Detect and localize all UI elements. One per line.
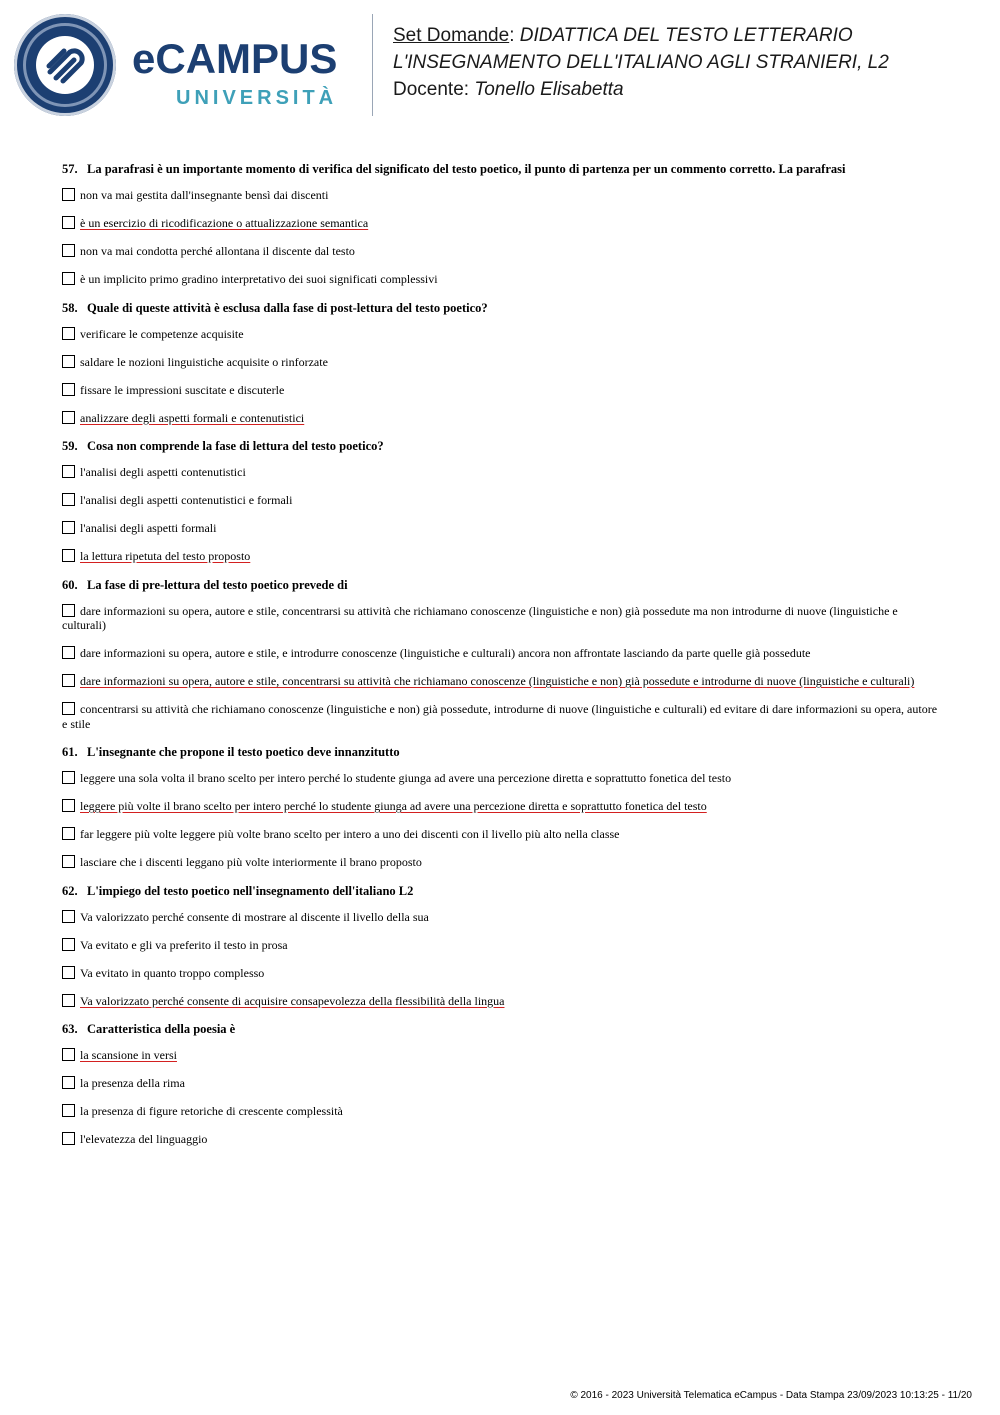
question-text: Caratteristica della poesia è [87, 1022, 236, 1036]
answer-checkbox[interactable] [62, 272, 75, 285]
answer-text: la scansione in versi [80, 1048, 177, 1062]
answer-checkbox[interactable] [62, 465, 75, 478]
answer-text: l'elevatezza del linguaggio [80, 1132, 208, 1146]
question-list [62, 162, 942, 1161]
answer-text: leggere una sola volta il brano scelto per intero perché lo studente giunga ad avere una percezione diretta e soprattutto fonetica del testo [80, 771, 732, 785]
answer-text: fissare le impressioni suscitate e discuterle [80, 382, 285, 397]
answer-text: far leggere più volte leggere più volte brano scelto per intero a uno dei discenti con il livello più alto nella classe [80, 827, 620, 841]
answer-option [62, 994, 942, 1009]
teacher-line [393, 76, 889, 103]
course-title-line-2 [393, 49, 889, 76]
answer-checkbox[interactable] [62, 521, 75, 534]
answer-option [62, 216, 942, 231]
answer-option [62, 272, 942, 287]
page-footer: © 2016 - 2023 Università Telematica eCampus - Data Stampa 23/09/2023 10:13:25 - 11/20 [570, 1390, 972, 1401]
answer-checkbox[interactable] [62, 411, 75, 424]
answer-text: è un esercizio di ricodificazione o attualizzazione semantica [80, 216, 369, 230]
page-header [0, 0, 1000, 130]
answer-option [62, 411, 942, 426]
answer-checkbox[interactable] [62, 216, 75, 229]
teacher-name: Tonello Elisabetta [474, 79, 624, 100]
logo-subtext: UNIVERSITÀ [176, 87, 338, 109]
answer-checkbox[interactable] [62, 604, 75, 617]
answer-text: Va valorizzato perché consente di acquisire consapevolezza della flessibilità della lingua [80, 993, 505, 1008]
question-number: 62. [62, 883, 78, 898]
question-block [62, 162, 942, 287]
answer-text: verificare le competenze acquisite [80, 326, 244, 341]
answer-checkbox[interactable] [62, 646, 75, 659]
question-title [62, 162, 942, 177]
answer-text: Va evitato e gli va preferito il testo in prosa [80, 937, 288, 952]
answer-option [62, 244, 942, 259]
answer-text: l'analisi degli aspetti contenutistici [80, 465, 246, 479]
answer-option [62, 827, 942, 842]
answer-checkbox[interactable] [62, 188, 75, 201]
answer-option [62, 799, 942, 814]
answer-checkbox[interactable] [62, 674, 75, 687]
logo-wordmark: eCAMPUS [132, 35, 338, 82]
answer-option [62, 855, 942, 870]
answer-checkbox[interactable] [62, 1104, 75, 1117]
question-block [62, 439, 942, 564]
question-block [62, 578, 942, 732]
question-number: 59. [62, 439, 78, 453]
answer-checkbox[interactable] [62, 827, 75, 840]
question-number: 57. [62, 162, 78, 176]
answer-checkbox[interactable] [62, 1132, 75, 1145]
answer-text: l'analisi degli aspetti formali [80, 521, 217, 535]
answer-option [62, 493, 942, 508]
answer-checkbox[interactable] [62, 771, 75, 784]
answer-option [62, 702, 942, 731]
question-number: 58. [62, 300, 78, 315]
answer-option [62, 1076, 942, 1091]
answer-option [62, 604, 942, 633]
answer-checkbox[interactable] [62, 799, 75, 812]
answer-checkbox[interactable] [62, 327, 75, 340]
teacher-label: Docente: [393, 79, 470, 100]
answer-text: dare informazioni su opera, autore e stile, e introdurre conoscenze (linguistiche e culturali) ancora non affrontate lasciando da parte quelle già possedute [80, 646, 811, 660]
answer-checkbox[interactable] [62, 1048, 75, 1061]
answer-text: concentrarsi su attività che richiamano conoscenze (linguistiche e non) già possedute, introdurne di nuove (linguistiche e culturali) ed evitare di dare informazioni su opera, autore e stile [62, 702, 938, 731]
question-block [62, 301, 942, 426]
answer-option [62, 465, 942, 480]
answer-option [62, 521, 942, 536]
answer-option [62, 327, 942, 342]
answer-text: Va evitato in quanto troppo complesso [80, 965, 265, 980]
answer-checkbox[interactable] [62, 994, 75, 1007]
answer-option [62, 355, 942, 370]
answer-checkbox[interactable] [62, 702, 75, 715]
answer-text: lasciare che i discenti leggano più volte interiormente il brano proposto [80, 855, 422, 869]
answer-text: analizzare degli aspetti formali e contenutistici [80, 410, 305, 425]
answer-checkbox[interactable] [62, 244, 75, 257]
question-title [62, 439, 942, 454]
answer-text: Va valorizzato perché consente di mostrare al discente il livello della sua [80, 909, 429, 924]
answer-option [62, 383, 942, 398]
question-text: Quale di queste attività è esclusa dalla fase di post-lettura del testo poetico? [87, 300, 488, 315]
ecampus-logo [14, 14, 359, 119]
answer-option [62, 938, 942, 953]
course-title: DIDATTICA DEL TESTO LETTERARIO [519, 25, 853, 46]
question-title [62, 301, 942, 316]
course-info [393, 22, 889, 103]
answer-text: la presenza della rima [80, 1076, 185, 1090]
course-title-line-1: Set Domande: DIDATTICA DEL TESTO LETTERARIO [393, 25, 853, 46]
course-subtitle: L'INSEGNAMENTO DELL'ITALIANO AGLI STRANIERI, L2 [393, 52, 889, 73]
question-text: La fase di pre-lettura del testo poetico prevede di [87, 577, 348, 592]
question-text: L'insegnante che propone il testo poetico deve innanzitutto [87, 745, 400, 759]
answer-option [62, 910, 942, 925]
answer-option [62, 771, 942, 786]
question-block [62, 884, 942, 1009]
answer-option [62, 1048, 942, 1063]
answer-text: non va mai condotta perché allontana il discente dal testo [80, 244, 355, 258]
answer-text: dare informazioni su opera, autore e stile, concentrarsi su attività che richiamano conoscenze (linguistiche e non) già possedute ma non introdurne di nuove (linguistiche e culturali) [62, 603, 898, 632]
answer-checkbox[interactable] [62, 938, 75, 951]
question-title [62, 884, 942, 899]
answer-text: la lettura ripetuta del testo proposto [80, 549, 251, 563]
answer-text: dare informazioni su opera, autore e stile, concentrarsi su attività che richiamano conoscenze (linguistiche e non) già possedute e introdurne di nuove (linguistiche e culturali) [80, 674, 915, 688]
answer-checkbox[interactable] [62, 966, 75, 979]
answer-checkbox[interactable] [62, 910, 75, 923]
answer-checkbox[interactable] [62, 855, 75, 868]
answer-text: è un implicito primo gradino interpretativo dei suoi significati complessivi [80, 272, 438, 286]
set-label: Set Domande [393, 25, 510, 46]
answer-option [62, 549, 942, 564]
question-text: La parafrasi è un importante momento di verifica del significato del testo poetico, il punto di partenza per un commento corretto. La parafrasi [87, 162, 846, 176]
header-divider [372, 14, 373, 116]
question-title [62, 1022, 942, 1037]
answer-text: saldare le nozioni linguistiche acquisite o rinforzate [80, 354, 328, 369]
answer-text: l'analisi degli aspetti contenutistici e formali [80, 493, 293, 507]
answer-text: non va mai gestita dall'insegnante bensì dai discenti [80, 188, 329, 202]
question-number: 60. [62, 577, 78, 592]
answer-option [62, 674, 942, 689]
question-text: L'impiego del testo poetico nell'insegnamento dell'italiano L2 [87, 883, 414, 898]
answer-option [62, 646, 942, 661]
answer-option [62, 1132, 942, 1147]
answer-text: la presenza di figure retoriche di crescente complessità [80, 1104, 343, 1118]
question-title [62, 745, 942, 760]
question-block [62, 1022, 942, 1147]
question-title [62, 578, 942, 593]
question-block [62, 745, 942, 870]
question-number: 61. [62, 745, 78, 759]
answer-option [62, 188, 942, 203]
answer-text: leggere più volte il brano scelto per intero perché lo studente giunga ad avere una percezione diretta e soprattutto fonetica del testo [80, 799, 707, 813]
answer-checkbox[interactable] [62, 1076, 75, 1089]
logo-emblem-icon [14, 14, 116, 116]
answer-option [62, 966, 942, 981]
answer-checkbox[interactable] [62, 493, 75, 506]
question-text: Cosa non comprende la fase di lettura del testo poetico? [87, 439, 384, 453]
answer-checkbox[interactable] [62, 355, 75, 368]
answer-option [62, 1104, 942, 1119]
answer-checkbox[interactable] [62, 549, 75, 562]
question-number: 63. [62, 1022, 78, 1036]
answer-checkbox[interactable] [62, 383, 75, 396]
